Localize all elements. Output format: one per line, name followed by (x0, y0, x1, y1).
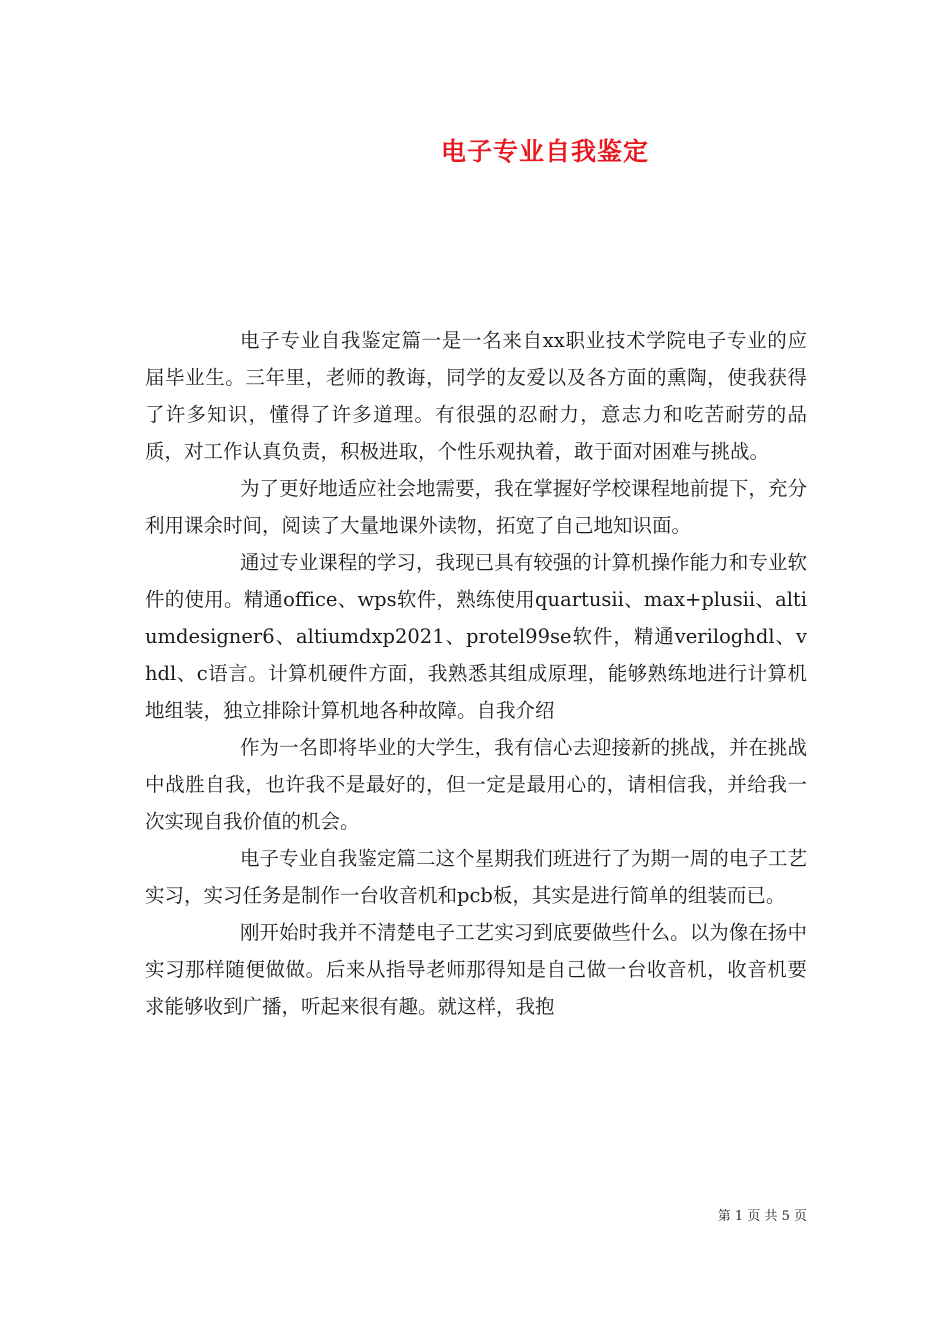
page-number-footer: 第 1 页 共 5 页 (717, 1209, 807, 1224)
document-body (145, 322, 807, 1025)
paragraph-3: 通过专业课程的学习，我现已具有较强的计算机操作能力和专业软件的使用。精通office、wps软件，熟练使用quartusii、max+plusii、altiumdesigner6、altiumdxp2021、protel99se软件，精通veriloghdl、vhdl、c语言。计算机硬件方面，我熟悉其组成原理，能够熟练地进行计算机地组装，独立排除计算机地各种故障。自我介绍 (145, 551, 807, 722)
paragraph-1: 电子专业自我鉴定篇一是一名来自xx职业技术学院电子专业的应届毕业生。三年里，老师的教诲，同学的友爱以及各方面的熏陶，使我获得了许多知识，懂得了许多道理。有很强的忍耐力，意志力和吃苦耐劳的品质，对工作认真负责，积极进取，个性乐观执着，敢于面对困难与挑战。 (145, 329, 807, 463)
document-title: 电子专业自我鉴定 (440, 137, 649, 166)
paragraph-2: 为了更好地适应社会地需要，我在掌握好学校课程地前提下，充分利用课余时间，阅读了大量地课外读物，拓宽了自己地知识面。 (145, 477, 807, 537)
paragraph-4: 作为一名即将毕业的大学生，我有信心去迎接新的挑战，并在挑战中战胜自我，也许我不是最好的，但一定是最用心的，请相信我，并给我一次实现自我价值的机会。 (145, 736, 807, 833)
paragraph-6: 刚开始时我并不清楚电子工艺实习到底要做些什么。以为像在扬中实习那样随便做做。后来从指导老师那得知是自己做一台收音机，收音机要求能够收到广播，听起来很有趣。就这样，我抱 (145, 921, 807, 1018)
paragraph-5: 电子专业自我鉴定篇二这个星期我们班进行了为期一周的电子工艺实习，实习任务是制作一台收音机和pcb板，其实是进行简单的组装而已。 (145, 847, 807, 907)
